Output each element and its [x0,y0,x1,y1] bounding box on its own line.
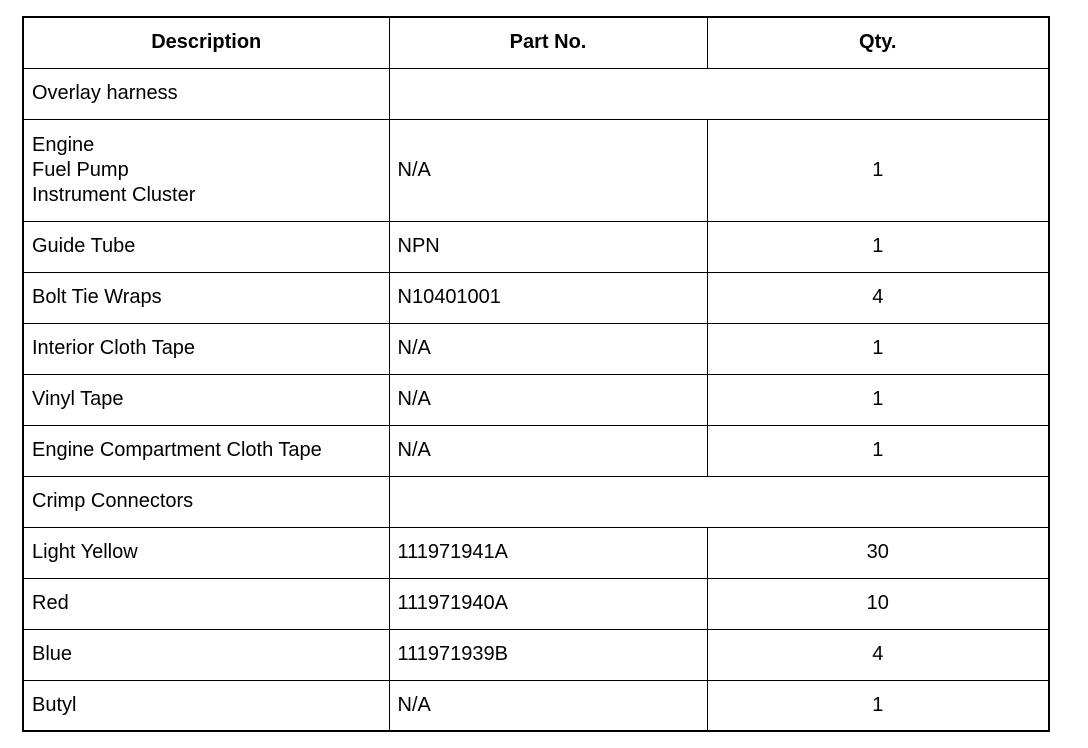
part-no-cell: N/A [389,374,707,425]
qty-cell: 1 [707,221,1049,272]
description-cell: Interior Cloth Tape [23,323,389,374]
part-no-cell: N/A [389,680,707,731]
empty-cell [389,68,1049,119]
qty-cell: 1 [707,680,1049,731]
description-cell: Bolt Tie Wraps [23,272,389,323]
table-row [23,425,1049,476]
qty-column-header: Qty. [707,17,1049,68]
qty-cell: 1 [707,425,1049,476]
description-cell: Blue [23,629,389,680]
table-row [23,374,1049,425]
part-no-cell: N/A [389,119,707,221]
table-row-section-overlay-harness [23,68,1049,119]
description-cell: Engine Compartment Cloth Tape [23,425,389,476]
table-row [23,629,1049,680]
table-row [23,323,1049,374]
description-cell: Crimp Connectors [23,476,389,527]
part-no-cell: N10401001 [389,272,707,323]
table-row [23,578,1049,629]
table-row-section-crimp-connectors [23,476,1049,527]
part-no-cell: NPN [389,221,707,272]
table-row [23,527,1049,578]
description-column-header: Description [23,17,389,68]
description-line: Instrument Cluster [32,183,196,206]
empty-cell [389,476,1049,527]
qty-cell: 4 [707,629,1049,680]
table-header-row [23,17,1049,68]
qty-cell: 30 [707,527,1049,578]
description-cell: Guide Tube [23,221,389,272]
qty-cell: 1 [707,323,1049,374]
table-row [23,680,1049,731]
table-row [23,221,1049,272]
part-no-cell: 111971939B [389,629,707,680]
part-no-cell: N/A [389,323,707,374]
part-no-cell: 111971941A [389,527,707,578]
table-row [23,119,1049,221]
description-cell: Vinyl Tape [23,374,389,425]
description-cell: Red [23,578,389,629]
qty-cell: 1 [707,119,1049,221]
table-row [23,272,1049,323]
qty-cell: 4 [707,272,1049,323]
description-cell: Light Yellow [23,527,389,578]
part-no-column-header: Part No. [389,17,707,68]
parts-table [22,16,1050,732]
description-line: Fuel Pump [32,158,129,181]
qty-cell: 10 [707,578,1049,629]
qty-cell: 1 [707,374,1049,425]
part-no-cell: N/A [389,425,707,476]
description-cell: Overlay harness [23,68,389,119]
part-no-cell: 111971940A [389,578,707,629]
description-line: Engine [32,133,95,156]
description-cell: Butyl [23,680,389,731]
description-cell [23,119,389,221]
